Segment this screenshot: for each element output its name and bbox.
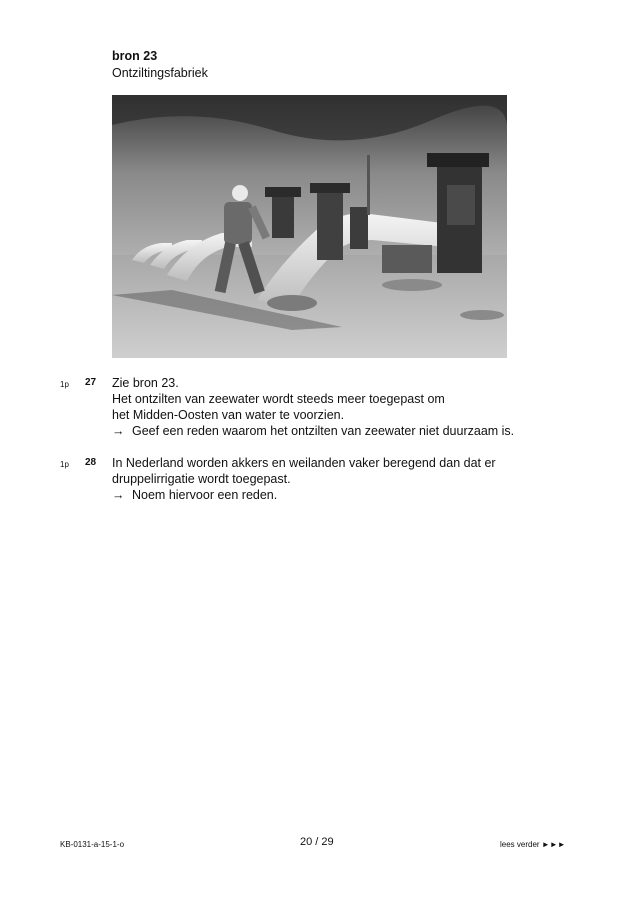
arrow-icon: → — [112, 488, 125, 502]
question-28-line-1: In Nederland worden akkers en weilanden vaker beregend dan dat er — [112, 456, 496, 470]
question-28-number: 28 — [85, 457, 97, 468]
question-27-line-1: Zie bron 23. — [112, 376, 179, 390]
source-title: bron 23 — [112, 49, 158, 63]
question-28-task — [112, 487, 277, 503]
footer-continue: lees verder ►►► — [500, 840, 566, 849]
question-27-task — [112, 423, 514, 439]
question-27-line-2: Het ontzilten van zeewater wordt steeds meer toegepast om — [112, 392, 445, 406]
question-28-task-text: Noem hiervoor een reden. — [132, 488, 278, 502]
footer-code: KB-0131-a-15-1-o — [60, 840, 125, 849]
question-27-task-text: Geef een reden waarom het ontzilten van zeewater niet duurzaam is. — [132, 424, 515, 438]
question-27-number: 27 — [85, 377, 97, 388]
footer-page-number: 20 / 29 — [300, 836, 334, 848]
question-27-line-3: het Midden-Oosten van water te voorzien. — [112, 408, 345, 422]
arrow-icon: → — [112, 424, 125, 438]
desalination-plant-photo — [112, 95, 507, 358]
question-28-line-2: druppelirrigatie wordt toegepast. — [112, 472, 291, 486]
photo-illustration — [112, 95, 507, 358]
question-28-points: 1p — [60, 460, 69, 469]
source-subtitle: Ontziltingsfabriek — [112, 66, 208, 80]
question-27-points: 1p — [60, 380, 69, 389]
